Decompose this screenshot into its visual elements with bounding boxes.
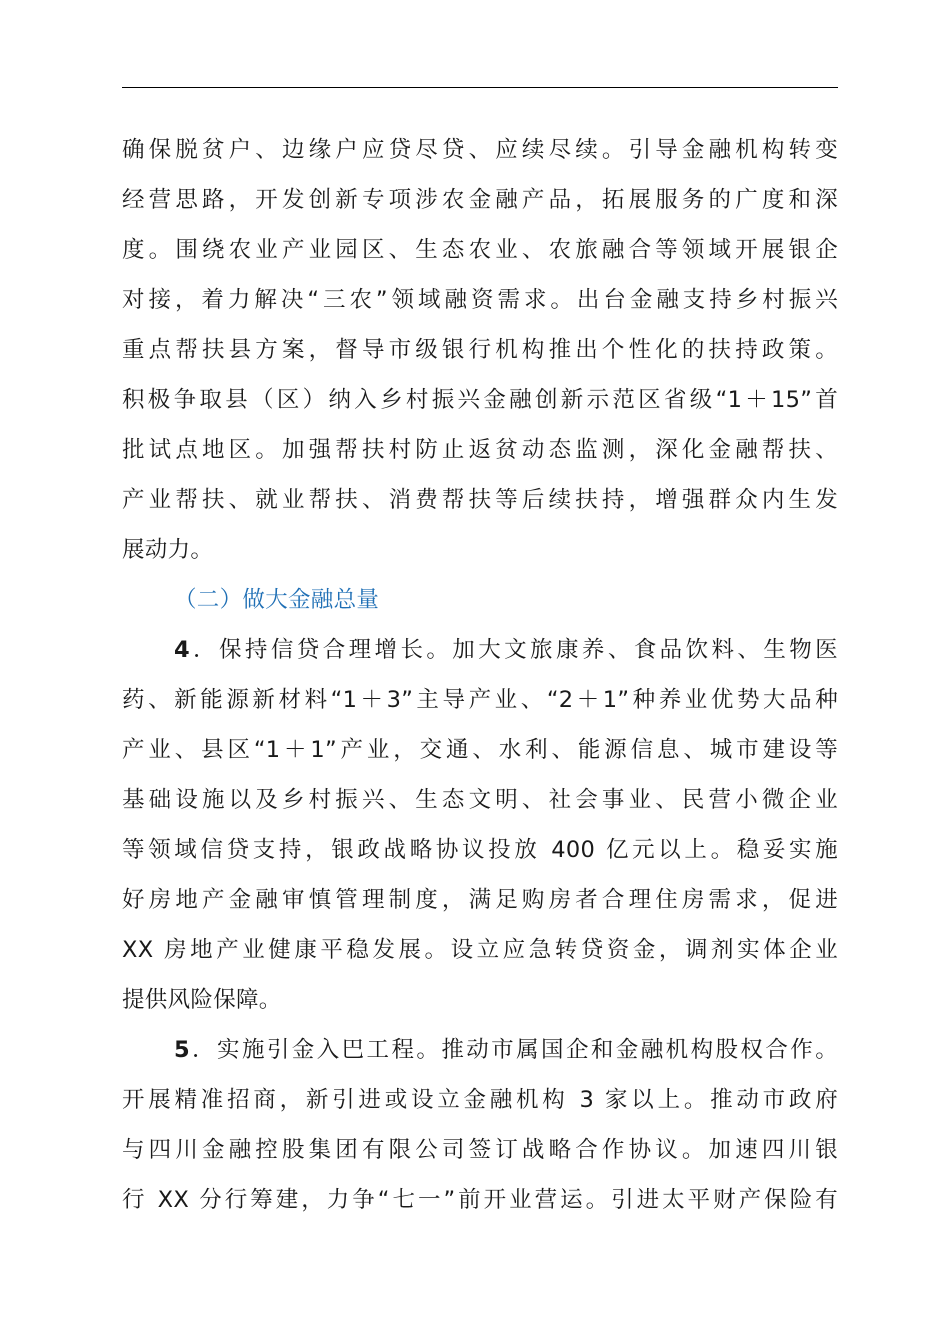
header-rule <box>122 87 838 88</box>
paragraph-line: 产业帮扶、就业帮扶、消费帮扶等后续扶持，增强群众内生发 <box>122 487 838 513</box>
paragraph-line: 批试点地区。加强帮扶村防止返贫动态监测，深化金融帮扶、 <box>122 437 838 463</box>
paragraph-line: 对接，着力解决“三农”领域融资需求。出台金融支持乡村振兴 <box>122 287 838 313</box>
paragraph-line: 好房地产金融审慎管理制度，满足购房者合理住房需求，促进 <box>122 887 838 913</box>
paragraph-line: 重点帮扶县方案，督导市级银行机构推出个性化的扶持政策。 <box>122 337 838 363</box>
paragraph-line: 药、新能源新材料“1＋3”主导产业、“2＋1”种养业优势大品种 <box>122 687 838 713</box>
item-4-first-line <box>122 628 838 678</box>
paragraph-line: 积极争取县（区）纳入乡村振兴金融创新示范区省级“1＋15”首 <box>122 387 838 413</box>
paragraph-line: 度。围绕农业产业园区、生态农业、农旅融合等领域开展银企 <box>122 237 838 263</box>
item-4-number: 4 <box>174 637 190 663</box>
paragraph-line: 提供风险保障。 <box>122 987 282 1013</box>
paragraph-line: 行 XX 分行筹建，力争“七一”前开业营运。引进太平财产保险有 <box>122 1187 838 1213</box>
paragraph-line: 等领域信贷支持，银政战略协议投放 400 亿元以上。稳妥实施 <box>122 837 838 863</box>
item-5-number: 5 <box>174 1037 190 1063</box>
paragraph-line: 与四川金融控股集团有限公司签订战略合作协议。加速四川银 <box>122 1137 838 1163</box>
section-heading: （二）做大金融总量 <box>174 587 380 613</box>
paragraph-line: 展动力。 <box>122 537 214 563</box>
paragraph-line: 开展精准招商，新引进或设立金融机构 3 家以上。推动市政府 <box>122 1087 838 1113</box>
item-4-first-text: ．保持信贷合理增长。加大文旅康养、食品饮料、生物医 <box>189 637 838 663</box>
item-5-first-text: ．实施引金入巴工程。推动市属国企和金融机构股权合作。 <box>189 1037 838 1063</box>
paragraph-line: 基础设施以及乡村振兴、生态文明、社会事业、民营小微企业 <box>122 787 838 813</box>
paragraph-line: 确保脱贫户、边缘户应贷尽贷、应续尽续。引导金融机构转变 <box>122 137 838 163</box>
paragraph-line: XX 房地产业健康平稳发展。设立应急转贷资金，调剂实体企业 <box>122 937 838 963</box>
body-text <box>122 128 838 1228</box>
paragraph-line: 产业、县区“1＋1”产业，交通、水利、能源信息、城市建设等 <box>122 737 838 763</box>
paragraph-line: 经营思路，开发创新专项涉农金融产品，拓展服务的广度和深 <box>122 187 838 213</box>
item-5-first-line <box>122 1028 838 1078</box>
